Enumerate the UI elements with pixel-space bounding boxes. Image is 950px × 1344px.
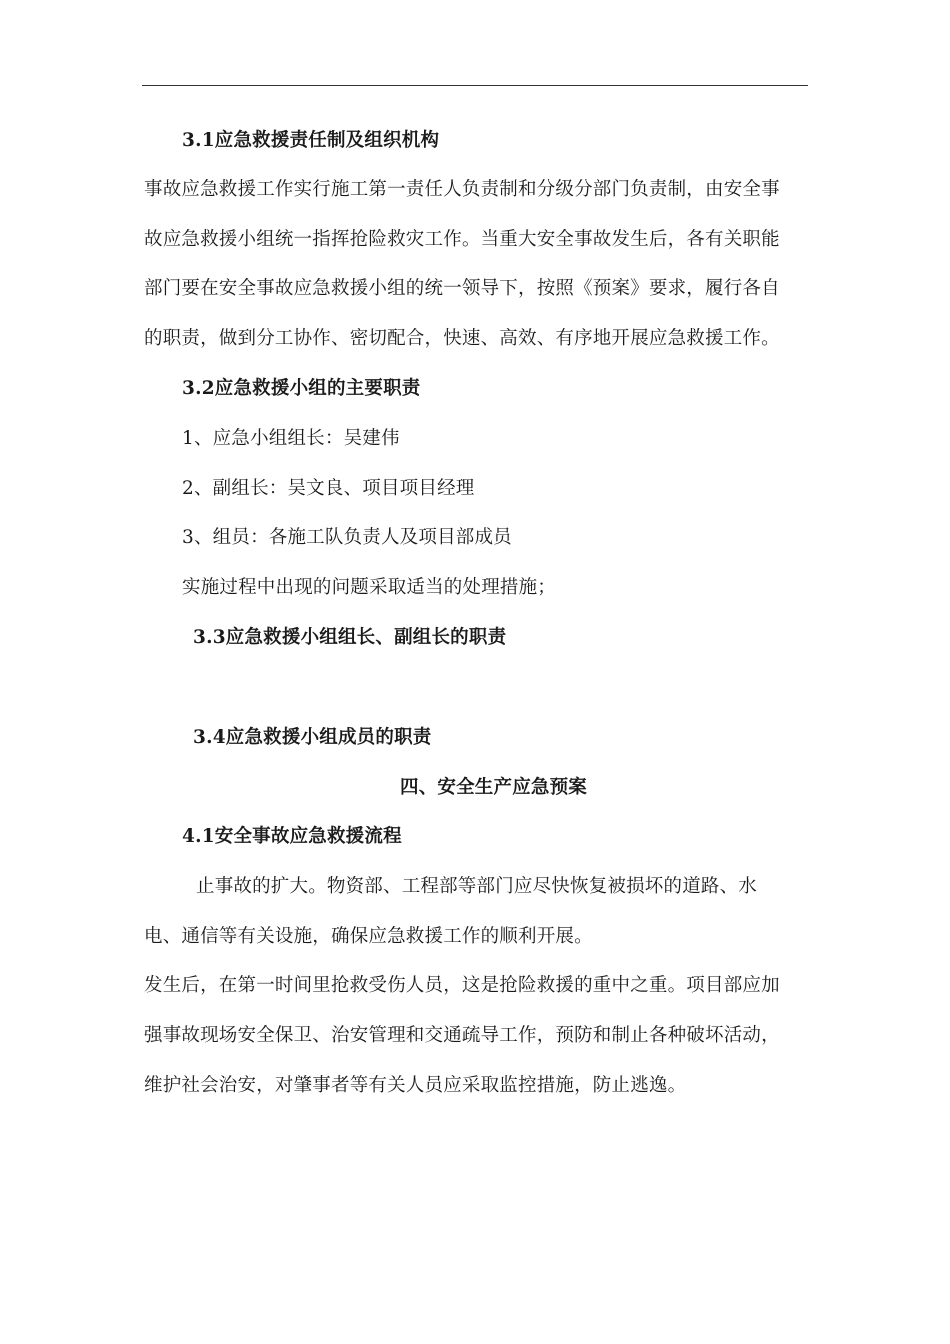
paragraph-line: 止事故的扩大。物资部、工程部等部门应尽快恢复被损坏的道路、水 [196,876,758,897]
section-heading-4-1: 4.1安全事故应急救援流程 [182,826,402,847]
list-item: 2、副组长：吴文良、项目项目经理 [182,478,475,499]
paragraph-line: 部门要在安全事故应急救援小组的统一领导下，按照《预案》要求，履行各自 [144,278,780,299]
paragraph-line: 维护社会治安，对肇事者等有关人员应采取监控措施，防止逃逸。 [144,1075,687,1096]
paragraph-line: 事故应急救援工作实行施工第一责任人负责制和分级分部门负责制，由安全事 [144,179,780,200]
section-heading-3-2: 3.2应急救援小组的主要职责 [182,378,421,399]
list-item: 3、组员：各施工队负责人及项目部成员 [182,527,512,548]
paragraph-line: 电、通信等有关设施，确保应急救援工作的顺利开展。 [144,926,593,947]
paragraph-line: 强事故现场安全保卫、治安管理和交通疏导工作，预防和制止各种破坏活动， [144,1025,780,1046]
section-heading-3-4: 3.4应急救援小组成员的职责 [193,727,432,748]
paragraph-line: 发生后，在第一时间里抢救受伤人员，这是抢险救援的重中之重。项目部应加 [144,975,780,996]
section-heading-3-1: 3.1应急救援责任制及组织机构 [182,130,440,151]
list-item: 1、应急小组组长：吴建伟 [182,428,400,449]
paragraph-line: 故应急救援小组统一指挥抢险救灾工作。当重大安全事故发生后，各有关职能 [144,229,780,250]
note-line: 实施过程中出现的问题采取适当的处理措施； [182,577,557,598]
chapter-title: 四、安全生产应急预案 [400,777,588,798]
paragraph-line: 的职责，做到分工协作、密切配合，快速、高效、有序地开展应急救援工作。 [144,328,780,349]
header-rule [142,85,808,86]
section-heading-3-3: 3.3应急救援小组组长、副组长的职责 [193,627,507,648]
